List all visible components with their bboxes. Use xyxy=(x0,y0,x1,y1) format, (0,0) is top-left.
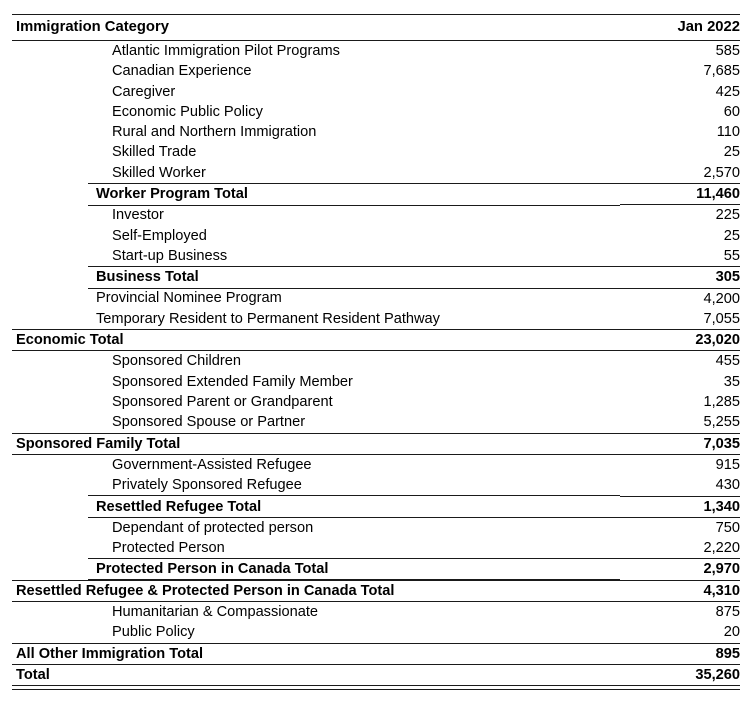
subtotal-value: 305 xyxy=(620,267,740,288)
row-label: Investor xyxy=(112,207,164,224)
grand-total-label: Total xyxy=(12,664,620,685)
table-row xyxy=(12,351,740,372)
row-label: Self-Employed xyxy=(112,227,207,244)
subtotal-label: Business Total xyxy=(12,267,620,288)
row-value: 2,220 xyxy=(703,540,740,557)
table-row xyxy=(12,538,740,559)
row-value: 110 xyxy=(716,124,740,141)
row-value: 25 xyxy=(723,144,740,161)
row-label: Public Policy xyxy=(112,624,195,641)
row-label: Temporary Resident to Permanent Resident Pathway xyxy=(96,310,440,327)
subtotal-value: 11,460 xyxy=(620,184,740,205)
row-label: Skilled Trade xyxy=(112,144,197,161)
row-value: 7,055 xyxy=(703,310,740,327)
row-label: Privately Sponsored Refugee xyxy=(112,477,302,494)
table-row xyxy=(12,454,740,475)
table-row xyxy=(12,392,740,412)
table-row xyxy=(12,41,740,62)
table-row xyxy=(12,102,740,122)
row-value: 455 xyxy=(715,353,740,370)
subtotal-label: Resettled Refugee Total xyxy=(12,496,620,517)
table-row xyxy=(12,622,740,643)
table-row xyxy=(12,309,740,330)
row-value: 20 xyxy=(723,624,740,641)
subtotal-label: Resettled Refugee & Protected Person in Canada Total xyxy=(12,580,620,601)
table-row xyxy=(12,61,740,81)
subtotal-label: Protected Person in Canada Total xyxy=(12,559,620,580)
row-value: 1,285 xyxy=(703,394,740,411)
column-header-value: Jan 2022 xyxy=(620,15,740,41)
row-label: Rural and Northern Immigration xyxy=(112,124,317,141)
row-label: Caregiver xyxy=(112,83,176,100)
subtotal-row xyxy=(12,267,740,288)
row-value: 875 xyxy=(715,604,740,621)
row-label: Start-up Business xyxy=(112,248,228,265)
table-row xyxy=(12,122,740,142)
table-row xyxy=(12,163,740,184)
row-value: 25 xyxy=(723,227,740,244)
subtotal-value: 895 xyxy=(620,643,740,664)
immigration-category-table xyxy=(12,14,740,686)
row-label: Skilled Worker xyxy=(112,165,206,182)
row-label: Humanitarian & Compassionate xyxy=(112,604,319,621)
row-label: Government-Assisted Refugee xyxy=(112,456,312,473)
table-header xyxy=(12,15,740,41)
subtotal-row xyxy=(12,330,740,351)
subtotal-row xyxy=(12,643,740,664)
row-value: 2,570 xyxy=(703,164,740,181)
row-value: 585 xyxy=(715,43,740,59)
row-label: Sponsored Spouse or Partner xyxy=(112,414,306,431)
subtotal-label: Economic Total xyxy=(12,330,620,351)
subtotal-label: Worker Program Total xyxy=(12,184,620,205)
table-row xyxy=(12,412,740,433)
row-label: Protected Person xyxy=(112,540,225,557)
row-label: Atlantic Immigration Pilot Programs xyxy=(112,43,340,59)
row-value: 750 xyxy=(715,519,740,536)
table-row xyxy=(12,226,740,246)
grand-total-row xyxy=(12,664,740,685)
row-value: 55 xyxy=(723,247,740,264)
table-row xyxy=(12,372,740,392)
table-row xyxy=(12,142,740,162)
subtotal-row xyxy=(12,559,740,580)
row-value: 4,200 xyxy=(703,290,740,307)
row-label: Sponsored Parent or Grandparent xyxy=(112,394,333,411)
subtotal-row xyxy=(12,496,740,517)
subtotal-row xyxy=(12,184,740,205)
row-label: Canadian Experience xyxy=(112,63,252,80)
row-label: Dependant of protected person xyxy=(112,519,314,536)
table-bottom-double-rule xyxy=(12,689,740,690)
table-body xyxy=(12,41,740,665)
subtotal-row xyxy=(12,580,740,601)
row-value: 7,685 xyxy=(703,63,740,80)
row-label: Sponsored Children xyxy=(112,353,241,370)
row-value: 225 xyxy=(715,207,740,224)
row-label: Economic Public Policy xyxy=(112,103,263,120)
table-row xyxy=(12,82,740,102)
subtotal-value: 2,970 xyxy=(620,559,740,580)
subtotal-label: Sponsored Family Total xyxy=(12,433,620,454)
row-label: Provincial Nominee Program xyxy=(96,290,282,307)
subtotal-value: 7,035 xyxy=(620,433,740,454)
grand-total-value: 35,260 xyxy=(620,664,740,685)
table-row xyxy=(12,517,740,538)
subtotal-value: 23,020 xyxy=(620,330,740,351)
table-row xyxy=(12,288,740,309)
row-value: 5,255 xyxy=(703,414,740,431)
table-footer xyxy=(12,664,740,685)
row-value: 60 xyxy=(723,103,740,120)
subtotal-value: 1,340 xyxy=(620,496,740,517)
table-row xyxy=(12,475,740,496)
table-row xyxy=(12,602,740,623)
subtotal-value: 4,310 xyxy=(620,580,740,601)
row-value: 430 xyxy=(715,477,740,494)
row-value: 425 xyxy=(715,83,740,100)
table-header-row xyxy=(12,15,740,41)
column-header-category: Immigration Category xyxy=(12,15,620,41)
subtotal-label: All Other Immigration Total xyxy=(12,643,620,664)
subtotal-row xyxy=(12,433,740,454)
row-value: 915 xyxy=(715,456,740,473)
table-row xyxy=(12,205,740,226)
row-value: 35 xyxy=(723,373,740,390)
row-label: Sponsored Extended Family Member xyxy=(112,373,353,390)
table-row xyxy=(12,246,740,267)
